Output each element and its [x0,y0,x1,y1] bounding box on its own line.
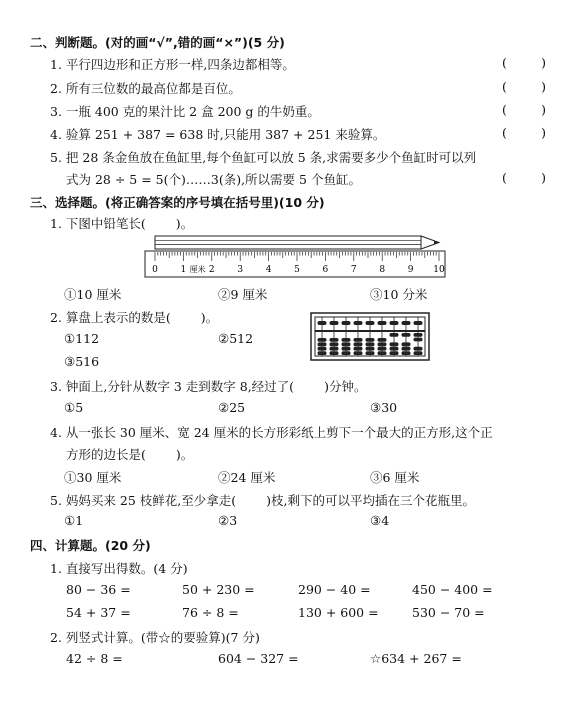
abacus-bead [378,351,387,355]
choice-q2-option-1[interactable]: ①112 [64,331,100,346]
ruler-tick-label: 5 [294,265,300,275]
abacus-bead [366,342,375,346]
abacus-icon [310,312,430,361]
choice-q1-option-1[interactable]: ①10 厘米 [64,287,122,302]
choice-q3: 3. 钟面上,分针从数字 3 走到数字 8,经过了( )分钟。 [50,379,367,394]
calc-sub2-title: 2. 列竖式计算。(带☆的要验算)(7 分) [50,630,260,645]
abacus-bead [330,342,339,346]
vertical-calc-item-2: 604 − 327 = [218,651,299,666]
abacus-bead [318,351,327,355]
abacus-bead [378,347,387,351]
abacus-bead [354,351,363,355]
calc-item: 50 + 230 = [182,582,255,597]
abacus-bead [378,321,387,325]
pencil-icon [155,236,439,249]
ruler-tick-label: 9 [407,265,414,275]
answer-blank-5[interactable]: ( ) [502,170,546,185]
abacus-bead [390,333,399,337]
judgement-item-1: 1. 平行四边形和正方形一样,四条边都相等。 [50,57,295,72]
abacus-bead [342,351,351,355]
abacus-bead [330,321,339,325]
ruler-tick-label: 8 [379,265,386,275]
abacus-bead [318,342,327,346]
abacus-bead [342,347,351,351]
judgement-item-3: 3. 一瓶 400 克的果汁比 2 盒 200 g 的牛奶重。 [50,104,320,119]
choice-q4: 方形的边长是( )。 [66,447,194,462]
abacus-bead [414,321,423,325]
judgement-item-5: 5. 把 28 条金鱼放在鱼缸里,每个鱼缸可以放 5 条,求需要多少个鱼缸时可以列 [50,150,477,165]
section-title-calculation: 四、计算题。(20 分) [30,538,151,553]
abacus-bead [330,347,339,351]
abacus-bead [402,342,411,346]
calc-item: 450 − 400 = [412,582,493,597]
ruler-unit-label: 厘米 [189,265,206,274]
abacus-bead [318,338,327,342]
abacus-bead [402,333,411,337]
answer-blank-4[interactable]: ( ) [502,125,546,140]
abacus-bead [390,321,399,325]
judgement-item-4: 4. 验算 251 + 387 = 638 时,只能用 387 + 251 来验算。 [50,127,386,142]
abacus-bead [366,338,375,342]
ruler-icon [145,251,445,277]
choice-q3-option-3[interactable]: ③30 [370,400,398,415]
calc-item: 76 ÷ 8 = [182,605,239,620]
abacus-bead [330,338,339,342]
ruler-tick-label: 3 [237,265,244,275]
ruler-tick-label: 4 [265,265,272,275]
answer-blank-3[interactable]: ( ) [502,102,546,117]
choice-q1-option-3[interactable]: ③10 分米 [370,287,428,302]
abacus-bead [342,342,351,346]
vertical-calc-item-3: ☆634 + 267 = [370,651,462,666]
abacus-bead [318,321,327,325]
ruler-tick-label: 7 [350,265,357,275]
choice-q4-option-2[interactable]: ②24 厘米 [218,470,276,485]
abacus-bead [378,342,387,346]
answer-blank-2[interactable]: ( ) [502,79,546,94]
choice-q4-option-1[interactable]: ①30 厘米 [64,470,122,485]
ruler-tick-label: 6 [322,265,329,275]
abacus-bead [342,321,351,325]
answer-blank-1[interactable]: ( ) [502,55,546,70]
calc-item: 530 − 70 = [412,605,485,620]
abacus-bead [414,347,423,351]
choice-q1: 1. 下图中铅笔长( )。 [50,216,194,231]
abacus-bead [366,321,375,325]
choice-q2-option-2[interactable]: ②512 [218,331,254,346]
section-title-choice: 三、选择题。(将正确答案的序号填在括号里)(10 分) [30,195,325,210]
abacus-bead [390,351,399,355]
abacus-bead [330,351,339,355]
choice-q4-option-3[interactable]: ③6 厘米 [370,470,420,485]
choice-q5-option-1[interactable]: ①1 [64,513,84,528]
vertical-calc-item-1: 42 ÷ 8 = [66,651,123,666]
abacus-bead [342,338,351,342]
ruler-tick-label: 2 [208,265,215,275]
calc-item: 54 + 37 = [66,605,131,620]
choice-q2: 2. 算盘上表示的数是( )。 [50,310,219,325]
choice-q2-option-3[interactable]: ③516 [64,354,100,369]
abacus-bead [390,342,399,346]
abacus-bead [354,338,363,342]
calc-item: 130 + 600 = [298,605,379,620]
abacus-bead [414,351,423,355]
abacus-bead [378,338,387,342]
abacus-bead [366,347,375,351]
judgement-item-5-cont: 式为 28 ÷ 5 = 5(个)……3(条),所以需要 5 个鱼缸。 [66,172,361,187]
ruler-tick-label: 1 [180,265,187,275]
abacus-bead [402,351,411,355]
abacus-bead [354,347,363,351]
choice-q4-line1: 4. 从一张长 30 厘米、宽 24 厘米的长方形彩纸上剪下一个最大的正方形,这个正 [50,425,493,440]
ruler-tick-label: 0 [152,265,158,275]
choice-q1-option-2[interactable]: ②9 厘米 [218,287,268,302]
choice-q3-option-1[interactable]: ①5 [64,400,84,415]
ruler-tick-label: 10 [433,265,445,275]
abacus-bead [390,347,399,351]
abacus-bead [402,321,411,325]
abacus-bead [318,347,327,351]
choice-q5-option-2[interactable]: ②3 [218,513,238,528]
ruler-pencil-figure [142,231,448,279]
calc-item: 290 − 40 = [298,582,371,597]
calc-item: 80 − 36 = [66,582,131,597]
abacus-bead [414,338,423,342]
abacus-bead [366,351,375,355]
abacus-bead [414,333,423,337]
choice-q5-option-3[interactable]: ③4 [370,513,390,528]
choice-q5: 5. 妈妈买来 25 枝鲜花,至少拿走( )枝,剩下的可以平均插在三个花瓶里。 [50,493,475,508]
abacus-bead [402,347,411,351]
judgement-item-2: 2. 所有三位数的最高位都是百位。 [50,81,241,96]
section-title-judgement: 二、判断题。(对的画“√”,错的画“×”)(5 分) [30,35,285,50]
choice-q3-option-2[interactable]: ②25 [218,400,246,415]
abacus-bead [354,321,363,325]
abacus-bead [354,342,363,346]
calc-sub1-title: 1. 直接写出得数。(4 分) [50,561,188,576]
